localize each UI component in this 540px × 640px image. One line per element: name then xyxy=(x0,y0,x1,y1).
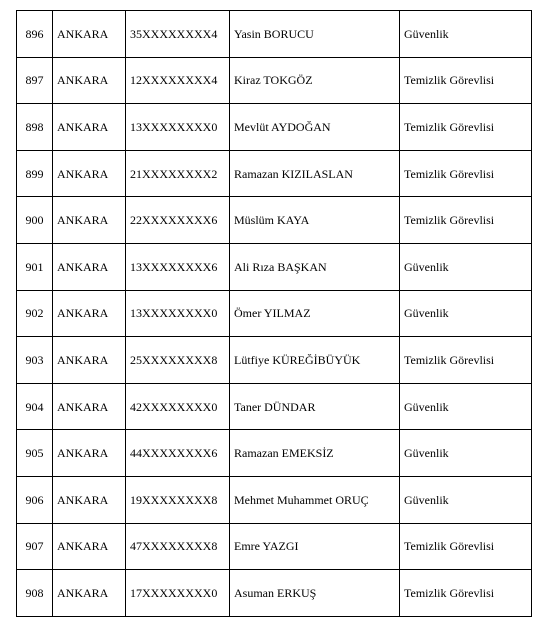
table-row xyxy=(17,430,532,477)
city-cell: ANKARA xyxy=(53,430,126,477)
row-number: 906 xyxy=(17,476,53,523)
city-cell: ANKARA xyxy=(53,290,126,337)
city-cell: ANKARA xyxy=(53,476,126,523)
full-name-cell: Taner DÜNDAR xyxy=(230,383,400,430)
full-name-cell: Mevlüt AYDOĞAN xyxy=(230,104,400,151)
city-cell: ANKARA xyxy=(53,243,126,290)
table-row xyxy=(17,104,532,151)
id-number-cell: 22XXXXXXXX6 xyxy=(126,197,230,244)
city-cell: ANKARA xyxy=(53,57,126,104)
id-number-cell: 47XXXXXXXX8 xyxy=(126,523,230,570)
table-row xyxy=(17,150,532,197)
full-name-cell: Mehmet Muhammet ORUÇ xyxy=(230,476,400,523)
position-cell: Güvenlik xyxy=(400,290,532,337)
table-row xyxy=(17,476,532,523)
city-cell: ANKARA xyxy=(53,570,126,617)
row-number: 900 xyxy=(17,197,53,244)
id-number-cell: 19XXXXXXXX8 xyxy=(126,476,230,523)
full-name-cell: Asuman ERKUŞ xyxy=(230,570,400,617)
city-cell: ANKARA xyxy=(53,383,126,430)
full-name-cell: Ömer YILMAZ xyxy=(230,290,400,337)
row-number: 899 xyxy=(17,150,53,197)
position-cell: Temizlik Görevlisi xyxy=(400,104,532,151)
position-cell: Güvenlik xyxy=(400,11,532,58)
row-number: 898 xyxy=(17,104,53,151)
id-number-cell: 13XXXXXXXX6 xyxy=(126,243,230,290)
id-number-cell: 12XXXXXXXX4 xyxy=(126,57,230,104)
full-name-cell: Emre YAZGI xyxy=(230,523,400,570)
full-name-cell: Kiraz TOKGÖZ xyxy=(230,57,400,104)
row-number: 908 xyxy=(17,570,53,617)
table-row xyxy=(17,570,532,617)
full-name-cell: Ramazan EMEKSİZ xyxy=(230,430,400,477)
row-number: 907 xyxy=(17,523,53,570)
id-number-cell: 21XXXXXXXX2 xyxy=(126,150,230,197)
table-row xyxy=(17,523,532,570)
id-number-cell: 25XXXXXXXX8 xyxy=(126,337,230,384)
table-row xyxy=(17,337,532,384)
row-number: 897 xyxy=(17,57,53,104)
position-cell: Güvenlik xyxy=(400,476,532,523)
row-number: 901 xyxy=(17,243,53,290)
position-cell: Temizlik Görevlisi xyxy=(400,57,532,104)
id-number-cell: 44XXXXXXXX6 xyxy=(126,430,230,477)
table-row xyxy=(17,57,532,104)
id-number-cell: 13XXXXXXXX0 xyxy=(126,104,230,151)
position-cell: Temizlik Görevlisi xyxy=(400,150,532,197)
table-row xyxy=(17,290,532,337)
row-number: 896 xyxy=(17,11,53,58)
position-cell: Temizlik Görevlisi xyxy=(400,570,532,617)
city-cell: ANKARA xyxy=(53,523,126,570)
personnel-table-body xyxy=(17,11,532,617)
position-cell: Güvenlik xyxy=(400,383,532,430)
table-row xyxy=(17,197,532,244)
row-number: 904 xyxy=(17,383,53,430)
full-name-cell: Lütfiye KÜREĞİBÜYÜK xyxy=(230,337,400,384)
row-number: 902 xyxy=(17,290,53,337)
position-cell: Güvenlik xyxy=(400,430,532,477)
table-row xyxy=(17,11,532,58)
table-row xyxy=(17,243,532,290)
full-name-cell: Ali Rıza BAŞKAN xyxy=(230,243,400,290)
id-number-cell: 17XXXXXXXX0 xyxy=(126,570,230,617)
personnel-table xyxy=(16,10,532,617)
full-name-cell: Müslüm KAYA xyxy=(230,197,400,244)
full-name-cell: Ramazan KIZILASLAN xyxy=(230,150,400,197)
row-number: 903 xyxy=(17,337,53,384)
table-row xyxy=(17,383,532,430)
id-number-cell: 13XXXXXXXX0 xyxy=(126,290,230,337)
position-cell: Güvenlik xyxy=(400,243,532,290)
id-number-cell: 42XXXXXXXX0 xyxy=(126,383,230,430)
position-cell: Temizlik Görevlisi xyxy=(400,337,532,384)
row-number: 905 xyxy=(17,430,53,477)
full-name-cell: Yasin BORUCU xyxy=(230,11,400,58)
city-cell: ANKARA xyxy=(53,197,126,244)
position-cell: Temizlik Görevlisi xyxy=(400,523,532,570)
position-cell: Temizlik Görevlisi xyxy=(400,197,532,244)
city-cell: ANKARA xyxy=(53,150,126,197)
id-number-cell: 35XXXXXXXX4 xyxy=(126,11,230,58)
city-cell: ANKARA xyxy=(53,337,126,384)
city-cell: ANKARA xyxy=(53,104,126,151)
city-cell: ANKARA xyxy=(53,11,126,58)
